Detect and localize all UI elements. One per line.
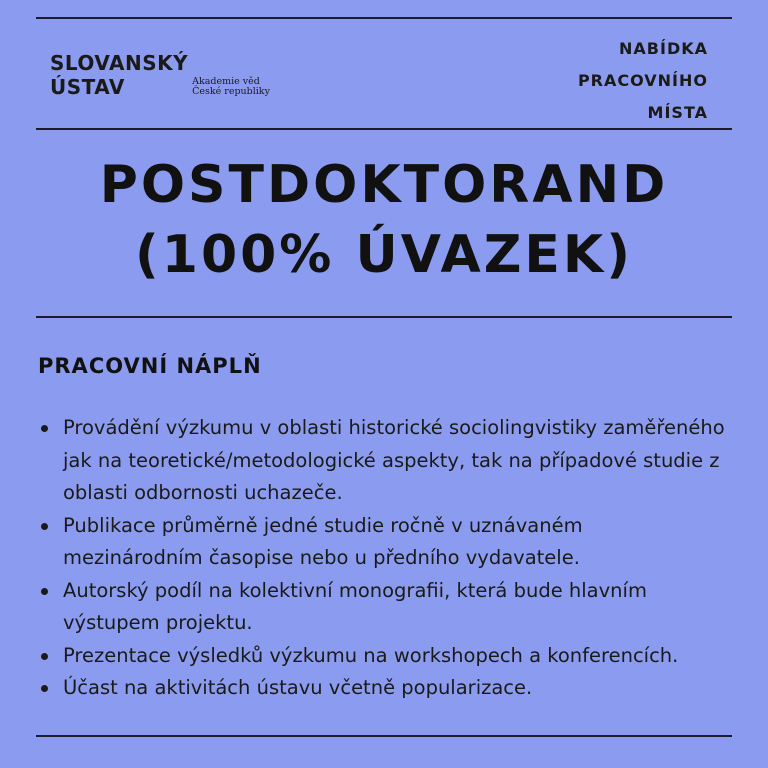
job-offer-label <box>578 33 708 129</box>
bottom-divider <box>36 735 732 737</box>
top-divider <box>36 17 732 19</box>
header-divider <box>36 128 732 130</box>
offer-line-2: PRACOVNÍHO <box>577 71 708 90</box>
offer-line-1: NABÍDKA <box>619 39 708 58</box>
list-item-text: Prezentace výsledků výzkumu na workshopech a konferencích. <box>63 643 679 667</box>
list-item-text: Provádění výzkumu v oblasti historické sociolingvistiky zaměřeného jak na teoretické/metodologické aspekty, tak na případové studie z oblasti odbornosti uchazeče. <box>63 416 725 504</box>
logo-subtitle-line-2: České republiky <box>192 86 270 97</box>
logo-subtitle <box>192 77 270 97</box>
title-line-1: POSTDOKTORAND <box>99 155 669 215</box>
logo-line-1: SLOVANSKÝ <box>50 51 189 75</box>
list-item-text: Publikace průměrně jedné studie ročně v uznávaném mezinárodním časopise nebo u předního vydavatele. <box>63 513 583 569</box>
bullet-icon <box>41 653 48 660</box>
logo-subtitle-line-1: Akademie věd <box>192 76 260 87</box>
section-heading: PRACOVNÍ NÁPLŇ <box>38 354 262 378</box>
bullet-icon <box>41 523 48 530</box>
list-item <box>38 412 728 510</box>
list-item <box>38 575 728 640</box>
title-divider <box>36 316 732 318</box>
institute-logo <box>50 51 270 99</box>
offer-line-3: MÍSTA <box>647 103 708 122</box>
logo-wordmark <box>50 51 188 99</box>
bullet-icon <box>41 588 48 595</box>
logo-line-2: ÚSTAV <box>50 75 125 99</box>
bullet-icon <box>41 685 48 692</box>
title-line-2: (100% ÚVAZEK) <box>135 225 633 285</box>
position-title <box>0 150 768 290</box>
list-item <box>38 672 728 705</box>
list-item <box>38 510 728 575</box>
list-item-text: Účast na aktivitách ústavu včetně popularizace. <box>63 676 533 699</box>
list-item <box>38 640 728 673</box>
bullet-icon <box>41 425 48 432</box>
duties-list <box>38 412 728 705</box>
list-item-text: Autorský podíl na kolektivní monografii, která bude hlavním výstupem projektu. <box>63 578 647 634</box>
